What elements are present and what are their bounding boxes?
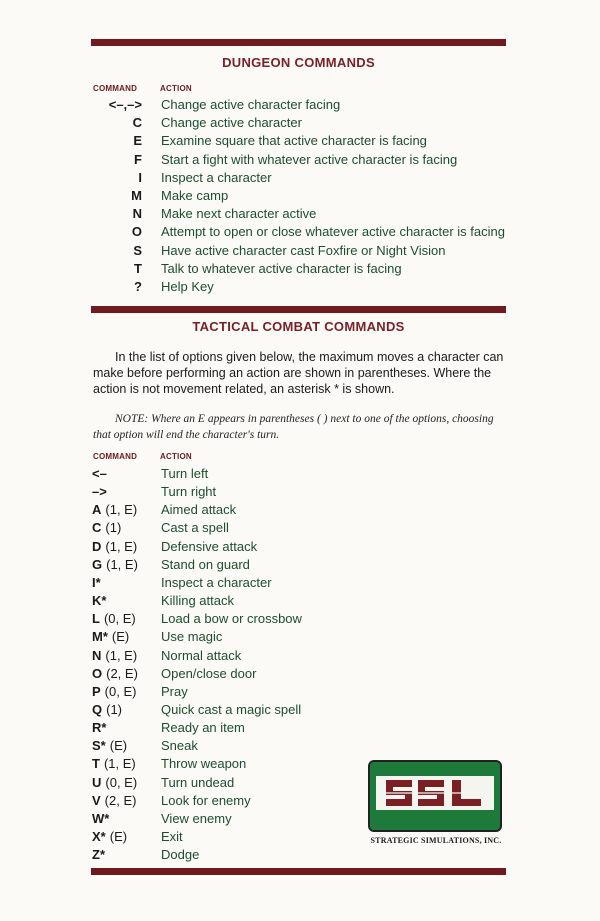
dungeon-command-action: Make camp <box>161 188 229 203</box>
tactical-col-command: COMMAND <box>93 452 138 461</box>
dungeon-command-row <box>0 206 600 224</box>
tactical-command-key: S* <box>92 738 106 754</box>
tactical-command-key: K* <box>92 593 107 609</box>
dungeon-command-action: Change active character <box>161 115 302 131</box>
tactical-command-moves: (0, E) <box>104 683 137 699</box>
tactical-command <box>92 520 121 535</box>
tactical-command-action: Load a bow or crossbow <box>161 611 302 627</box>
tactical-command-key: O <box>92 665 103 681</box>
tactical-command <box>92 648 137 663</box>
tactical-command-row <box>0 611 600 629</box>
dungeon-command-action: Help Key <box>161 279 214 294</box>
tactical-command-moves: (1, E) <box>103 756 136 772</box>
dungeon-command-key: T <box>134 260 142 276</box>
tactical-command-moves: (1, E) <box>105 538 138 554</box>
tactical-command-moves: (1, E) <box>105 502 138 518</box>
tactical-command-action: Turn undead <box>161 774 235 790</box>
tactical-command-key: A <box>92 502 102 518</box>
dungeon-command-key: ? <box>134 279 142 294</box>
tactical-command <box>92 611 136 626</box>
tactical-command-key: X* <box>92 829 106 844</box>
dungeon-command-key: F <box>134 151 142 167</box>
dungeon-command-key: C <box>132 115 142 131</box>
dungeon-command-row <box>0 261 600 279</box>
tactical-command-key: I* <box>92 574 101 590</box>
dungeon-command-action: Attempt to open or close whatever active character is facing <box>161 224 505 240</box>
tactical-command-moves: (E) <box>111 629 130 645</box>
tactical-command-key: V <box>92 792 101 808</box>
tactical-command-key: Q <box>92 701 103 717</box>
dungeon-command-action: Start a fight with whatever active character is facing <box>161 151 458 167</box>
tactical-command-key: C <box>92 520 102 536</box>
tactical-command-row <box>0 575 600 593</box>
tactical-command-key: –> <box>92 484 107 500</box>
tactical-command <box>92 756 136 771</box>
bottom-rule <box>91 868 506 875</box>
dungeon-command-key: S <box>133 242 142 258</box>
dungeon-commands-title: DUNGEON COMMANDS <box>222 55 375 70</box>
ssi-logo-mark-icon <box>370 762 500 830</box>
tactical-command-action: Ready an item <box>161 720 245 736</box>
tactical-command-row <box>0 539 600 557</box>
tactical-command <box>92 720 110 735</box>
tactical-command <box>92 502 137 517</box>
tactical-command-row <box>0 756 600 774</box>
dungeon-command-key: M <box>131 188 142 203</box>
tactical-command <box>92 629 129 644</box>
tactical-command <box>92 684 136 699</box>
top-rule <box>91 39 506 46</box>
ssi-logo-caption: STRATEGIC SIMULATIONS, INC. <box>370 836 502 845</box>
dungeon-command-key: I <box>138 169 142 185</box>
tactical-command-row <box>0 593 600 611</box>
tactical-command-key: G <box>92 556 103 572</box>
tactical-command-action: Turn left <box>161 466 209 481</box>
tactical-command-row <box>0 775 600 793</box>
dungeon-command-row <box>0 279 600 297</box>
tactical-command-action: Exit <box>161 829 183 844</box>
tactical-command-row <box>0 684 600 702</box>
tactical-command-key: T <box>92 756 100 772</box>
tactical-command <box>92 466 111 481</box>
tactical-command <box>92 539 137 554</box>
tactical-command-row <box>0 520 600 538</box>
tactical-intro-text: In the list of options given below, the maximum moves a character can make before performing an action are shown in parentheses. Where the action is not movement related, an asterisk * is shown. <box>93 350 504 396</box>
dungeon-command-key: E <box>133 133 142 149</box>
tactical-command-row <box>0 811 600 829</box>
middle-rule <box>91 306 506 313</box>
tactical-command <box>92 666 138 681</box>
tactical-command-moves: (E) <box>109 829 128 844</box>
dungeon-command-row <box>0 133 600 151</box>
tactical-command-moves: (1, E) <box>105 647 138 663</box>
tactical-command-row <box>0 738 600 756</box>
dungeon-command-row <box>0 152 600 170</box>
tactical-command <box>92 575 105 590</box>
dungeon-command-row <box>0 224 600 242</box>
tactical-command-row <box>0 847 600 865</box>
dungeon-command-key: N <box>132 206 142 222</box>
tactical-command-key: Z* <box>92 847 105 863</box>
tactical-command <box>92 793 136 808</box>
tactical-command-moves: (2, E) <box>104 792 137 808</box>
tactical-command-key: L <box>92 611 100 627</box>
dungeon-command-key: O <box>131 224 142 240</box>
tactical-command-row <box>0 557 600 575</box>
tactical-note: NOTE: Where an E appears in parentheses ( ) next to one of the options, choosing that option will end the character's turn. <box>93 413 494 441</box>
tactical-command <box>92 811 113 826</box>
dungeon-command-row <box>0 243 600 261</box>
tactical-command-key: W* <box>92 810 110 826</box>
dungeon-command-row <box>0 188 600 206</box>
tactical-command-moves: (E) <box>109 738 128 754</box>
tactical-command-action: Cast a spell <box>161 520 229 536</box>
tactical-command-action: Killing attack <box>161 593 234 609</box>
tactical-command-row <box>0 702 600 720</box>
dungeon-command-action: Have active character cast Foxfire or Night Vision <box>161 242 446 258</box>
tactical-command <box>92 738 127 753</box>
tactical-command-action: Turn right <box>161 484 217 500</box>
tactical-command-row <box>0 484 600 502</box>
tactical-command-moves: (1, E) <box>106 556 138 572</box>
tactical-command-key: D <box>92 538 102 554</box>
tactical-command-key: M* <box>92 629 108 645</box>
tactical-command-action: Normal attack <box>161 647 242 663</box>
tactical-command-moves: (0, E) <box>105 774 138 790</box>
dungeon-command-key: <–,–> <box>108 97 142 112</box>
tactical-command <box>92 484 111 499</box>
tactical-command-key: R* <box>92 720 107 736</box>
tactical-command-key: N <box>92 647 102 663</box>
tactical-command-action: Defensive attack <box>161 538 258 554</box>
tactical-commands-title: TACTICAL COMBAT COMMANDS <box>192 319 405 334</box>
tactical-command <box>92 702 122 717</box>
tactical-command-action: Use magic <box>161 629 223 645</box>
dungeon-command-action: Inspect a character <box>161 169 272 185</box>
dungeon-command-row <box>0 170 600 188</box>
tactical-command-row <box>0 793 600 811</box>
tactical-command <box>92 847 109 862</box>
dungeon-command-row <box>0 97 600 115</box>
tactical-command-action: Look for enemy <box>161 792 251 808</box>
tactical-command <box>92 557 138 572</box>
dungeon-command-action: Examine square that active character is facing <box>161 133 427 149</box>
tactical-command-action: Open/close door <box>161 665 257 681</box>
tactical-command <box>92 593 110 608</box>
tactical-command-row <box>0 466 600 484</box>
tactical-command-row <box>0 629 600 647</box>
tactical-command <box>92 775 137 790</box>
tactical-intro <box>93 349 513 397</box>
dungeon-command-row <box>0 115 600 133</box>
tactical-command-action: Dodge <box>161 847 200 863</box>
tactical-command-row <box>0 648 600 666</box>
tactical-col-action: ACTION <box>160 452 192 461</box>
tactical-command-row <box>0 502 600 520</box>
tactical-command-key: <– <box>92 466 107 481</box>
tactical-command-action: Throw weapon <box>161 756 247 772</box>
dungeon-col-command: COMMAND <box>93 84 138 93</box>
dungeon-command-action: Make next character active <box>161 206 317 222</box>
tactical-command <box>92 829 127 844</box>
tactical-command-action: Aimed attack <box>161 502 237 518</box>
tactical-command-action: Inspect a character <box>161 574 272 590</box>
tactical-command-moves: (1) <box>105 520 122 536</box>
dungeon-command-action: Talk to whatever active character is facing <box>161 260 402 276</box>
tactical-command-row <box>0 666 600 684</box>
tactical-command-key: U <box>92 774 102 790</box>
ssi-logo <box>368 760 502 832</box>
tactical-command-action: Pray <box>161 683 188 699</box>
tactical-command-action: View enemy <box>161 810 232 826</box>
tactical-command-key: P <box>92 683 101 699</box>
tactical-command-moves: (1) <box>106 701 123 717</box>
tactical-command-action: Stand on guard <box>161 556 250 572</box>
tactical-command-moves: (0, E) <box>103 611 136 627</box>
dungeon-command-action: Change active character facing <box>161 97 341 112</box>
dungeon-col-action: ACTION <box>160 84 192 93</box>
tactical-command-action: Sneak <box>161 738 198 754</box>
tactical-command-row <box>0 720 600 738</box>
tactical-command-moves: (2, E) <box>106 665 138 681</box>
tactical-command-action: Quick cast a magic spell <box>161 701 302 717</box>
